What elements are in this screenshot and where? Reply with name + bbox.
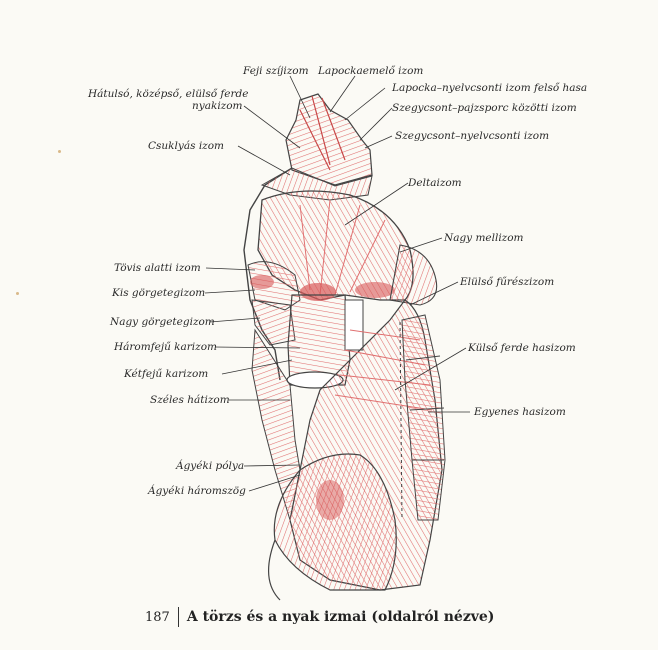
label-agyeki-polya: Ágyéki pólya <box>176 460 245 472</box>
label-csuklyas: Csuklyás izom <box>148 140 224 152</box>
label-szegycsont-pajzsporc: Szegycsont–pajzsporc közötti izom <box>392 102 577 114</box>
figure-number: 187 <box>145 610 170 625</box>
label-nagy-mellizom: Nagy mellizom <box>444 232 524 244</box>
figure-title: A törzs és a nyak izmai (oldalról nézve) <box>186 609 495 625</box>
caption-divider <box>178 607 179 627</box>
paper-speck <box>58 150 61 153</box>
label-lapockaemelo: Lapockaemelő izom <box>318 65 424 77</box>
label-agyeki-haromszog: Ágyéki háromszög <box>148 485 246 497</box>
paper-speck <box>16 292 19 295</box>
label-deltaizom: Deltaizom <box>408 177 462 189</box>
label-szeles-hatizom: Széles hátizom <box>150 394 230 406</box>
label-nagy-gorgetegizom: Nagy görgetegizom <box>110 316 215 328</box>
label-nyakizom-line1: Hátulsó, középső, elülső ferde <box>88 88 249 100</box>
figure-caption <box>145 607 494 627</box>
label-kis-gorgetegizom: Kis görgetegizom <box>112 287 206 299</box>
label-szegycsont-nyelvcsonti: Szegycsont–nyelvcsonti izom <box>395 130 550 142</box>
label-lapocka-nyelvcsonti: Lapocka–nyelvcsonti izom felső hasa <box>392 82 588 94</box>
label-nyakizom-line2: nyakizom <box>192 100 243 112</box>
label-kulso-ferde-hasizom: Külső ferde hasizom <box>468 342 576 354</box>
label-egyenes-hasizom: Egyenes hasizom <box>474 406 566 418</box>
label-haromfeju-karizom: Háromfejű karizom <box>114 341 217 353</box>
label-tovis-alatti: Tövis alatti izom <box>114 262 201 274</box>
label-ketfeju-karizom: Kétfejű karizom <box>124 368 209 380</box>
label-elulso-fureszizom: Elülső fűrészizom <box>460 276 555 288</box>
label-feji-szijizom: Feji szíjizom <box>243 65 309 77</box>
